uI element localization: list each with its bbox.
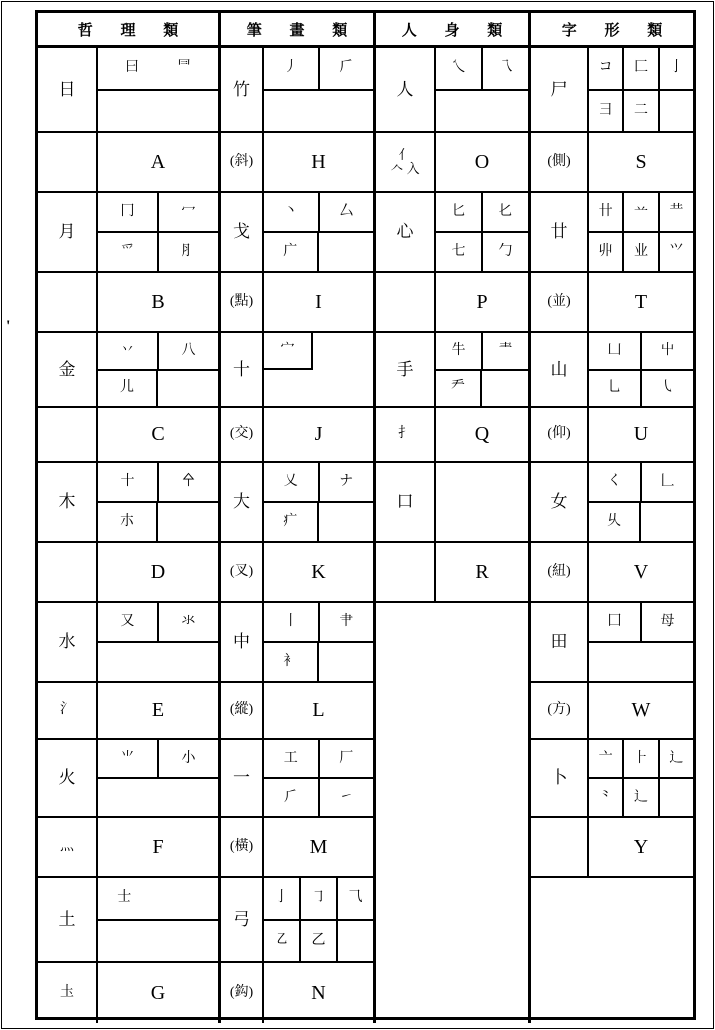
row-F-radical: [38, 740, 218, 818]
radical-A: 日: [38, 48, 98, 131]
radical-B: 月: [38, 193, 98, 271]
aux-glyph: 亅: [264, 878, 301, 919]
aux-glyph: 丨: [264, 603, 320, 641]
aux-glyph: 七: [436, 233, 483, 271]
aux-glyph: ⺜: [177, 60, 191, 76]
aux-glyph: 囗: [589, 603, 642, 641]
radical-O: 人: [376, 48, 436, 131]
row-J-letter: [221, 408, 373, 463]
radical-G: 土: [38, 878, 98, 961]
row-O-letter: [376, 133, 528, 193]
row-C-radical: [38, 333, 218, 408]
row-D-radical: [38, 463, 218, 543]
aux-glyph: 朩: [98, 503, 158, 541]
row-G-radical: [38, 878, 218, 963]
letter-Q: Q: [474, 423, 490, 445]
aux-glyph: ⺊: [624, 740, 659, 777]
row-U-letter: [531, 408, 693, 463]
aux-glyph: 匚: [624, 48, 659, 89]
radical-M: 一: [221, 740, 264, 816]
letter-R: R: [475, 560, 489, 583]
side-O: [376, 133, 436, 191]
aux-glyph: く: [589, 463, 642, 501]
aux-glyph: 丷: [98, 333, 159, 369]
row-G-letter: [38, 963, 218, 1023]
aux-A: [98, 48, 218, 131]
aux-Q: [436, 333, 528, 406]
radical-E: 水: [38, 603, 98, 681]
letter-J: J: [314, 423, 323, 445]
row-N-radical: [221, 878, 373, 963]
letter-I: I: [315, 290, 322, 313]
aux-glyph: 勹: [498, 244, 513, 259]
letter-D: D: [150, 560, 166, 583]
row-R-letter: [376, 543, 528, 603]
aux-glyph: ⺌: [98, 740, 159, 777]
row-K-letter: [221, 543, 373, 603]
side-V: (紐): [531, 543, 589, 601]
chart-body: [38, 48, 693, 1023]
aux-glyph: ㇠: [264, 921, 301, 962]
side-D: [38, 543, 98, 601]
row-D-letter: [38, 543, 218, 603]
aux-glyph: ⺀: [589, 779, 624, 816]
radical-R: 口: [376, 463, 436, 541]
row-L-letter: [221, 683, 373, 740]
row-S-letter: [531, 133, 693, 193]
cangjie-radical-chart: [35, 10, 696, 1020]
aux-glyph: 匕: [436, 193, 483, 231]
aux-O: [436, 48, 528, 131]
aux-glyph: 亻: [398, 147, 412, 163]
aux-glyph: 广: [264, 233, 319, 271]
letter-B: B: [151, 290, 165, 313]
aux-glyph: 母: [660, 614, 675, 629]
row-C-letter: [38, 408, 218, 463]
side-Q: 扌: [376, 408, 436, 461]
aux-K: [264, 463, 373, 541]
row-K-radical: [221, 463, 373, 543]
aux-F: [98, 740, 218, 816]
side-L: (縱): [221, 683, 264, 738]
row-H-letter: [221, 133, 373, 193]
aux-P: [436, 193, 528, 271]
aux-glyph: 䒑: [624, 193, 659, 231]
aux-V: [589, 463, 693, 541]
aux-glyph: 士: [117, 890, 132, 906]
aux-glyph: [338, 921, 373, 962]
row-L-radical: [221, 603, 373, 683]
aux-glyph: 八: [181, 342, 196, 358]
aux-glyph: 宀: [264, 333, 313, 370]
side-A: [38, 133, 98, 191]
aux-glyph: ⼆: [624, 91, 659, 132]
side-K: (叉): [221, 543, 264, 601]
radical-I: 戈: [221, 193, 264, 271]
aux-glyph: 凵: [589, 333, 642, 369]
letter-N: N: [311, 981, 326, 1004]
aux-glyph: 乙: [301, 921, 338, 962]
aux-glyph: 厶: [339, 204, 354, 219]
row-Y-radical: [531, 740, 693, 818]
row-R-radical: [376, 463, 528, 543]
aux-glyph: 十: [98, 463, 159, 501]
letter-W: W: [631, 699, 651, 721]
header-body-class: 人 身 類: [373, 13, 528, 45]
side-M: (橫): [221, 818, 264, 876]
radical-J: 十: [221, 333, 264, 406]
row-U-radical: [531, 333, 693, 408]
aux-glyph: 又: [98, 603, 159, 641]
side-G: 圡: [38, 963, 98, 1023]
aux-glyph: ㇀: [339, 789, 354, 805]
aux-glyph: ナ: [339, 474, 354, 489]
aux-glyph: 乆: [589, 503, 641, 541]
header-row: [38, 13, 693, 48]
aux-glyph: ⺄: [348, 890, 363, 906]
row-A-letter: [38, 133, 218, 193]
radical-L: 中: [221, 603, 264, 681]
side-T: (並): [531, 273, 589, 331]
row-W-letter: [531, 683, 693, 740]
empty-region-body-class: [376, 603, 528, 1023]
aux-glyph: 工: [264, 740, 320, 777]
aux-G: [98, 878, 218, 961]
aux-glyph: コ: [589, 48, 624, 89]
aux-glyph: [660, 779, 693, 816]
header-shape-class: 字 形 類: [528, 13, 693, 45]
row-B-letter: [38, 273, 218, 333]
row-V-radical: [531, 463, 693, 543]
row-I-radical: [221, 193, 373, 273]
row-T-letter: [531, 273, 693, 333]
side-C: [38, 408, 98, 461]
aux-glyph: 衤: [264, 643, 319, 681]
row-H-radical: [221, 48, 373, 133]
side-F: 灬: [38, 818, 98, 876]
aux-glyph: 乚: [589, 371, 642, 407]
radical-T: 廿: [531, 193, 589, 271]
letter-U: U: [633, 423, 649, 445]
scan-artifact-mark: ': [6, 318, 11, 335]
aux-glyph: 卄: [589, 193, 624, 231]
aux-glyph: 爫: [98, 233, 159, 271]
aux-glyph: ㇂: [660, 380, 675, 396]
aux-glyph: 氺: [181, 614, 196, 629]
aux-M: [264, 740, 373, 816]
aux-C: [98, 333, 218, 406]
row-V-letter: [531, 543, 693, 603]
letter-S: S: [635, 150, 647, 173]
aux-glyph: ⺁: [264, 779, 320, 816]
group-philosophy: [38, 48, 218, 1023]
letter-L: L: [312, 699, 325, 721]
row-T-radical: [531, 193, 693, 273]
group-body: [373, 48, 528, 1023]
aux-glyph: 儿: [98, 371, 158, 407]
row-O-radical: [376, 48, 528, 133]
header-stroke-class: 筆 畫 類: [218, 13, 373, 45]
letter-Y: Y: [633, 835, 649, 858]
aux-glyph: 龷: [669, 204, 684, 219]
aux-glyph: 丱: [589, 233, 624, 271]
row-Q-radical: [376, 333, 528, 408]
radical-F: 火: [38, 740, 98, 816]
aux-glyph: 屮: [660, 342, 675, 358]
letter-M: M: [309, 835, 328, 858]
letter-H: H: [311, 150, 326, 173]
aux-glyph: 厂: [339, 750, 354, 766]
empty-region-shape-class: [531, 878, 693, 1023]
aux-W: [589, 603, 693, 681]
radical-V: 女: [531, 463, 589, 541]
side-U: (仰): [531, 408, 589, 461]
aux-T: [589, 193, 693, 271]
side-J: (交): [221, 408, 264, 461]
aux-R: [436, 463, 528, 541]
aux-glyph: 乀: [436, 48, 483, 89]
aux-glyph: 业: [624, 233, 659, 271]
aux-glyph: 牛: [436, 333, 483, 369]
side-I: (點): [221, 273, 264, 331]
radical-C: 金: [38, 333, 98, 406]
radical-P: 心: [376, 193, 436, 271]
row-F-letter: [38, 818, 218, 878]
side-E: 氵: [38, 683, 98, 738]
group-strokes: [218, 48, 373, 1023]
aux-glyph: ⼅: [669, 60, 684, 76]
side-B: [38, 273, 98, 331]
aux-glyph: 曰: [125, 60, 139, 76]
aux-J: [264, 333, 373, 406]
aux-glyph: 辶: [669, 750, 684, 766]
row-P-letter: [376, 273, 528, 333]
aux-S: [589, 48, 693, 131]
aux-glyph: 𠆢 入: [390, 161, 420, 176]
radical-K: 大: [221, 463, 264, 541]
letter-V: V: [633, 560, 649, 583]
aux-glyph: 𠂆: [339, 60, 354, 76]
aux-L: [264, 603, 373, 681]
aux-glyph: 肀: [339, 614, 354, 629]
side-W: (方): [531, 683, 589, 738]
aux-I: [264, 193, 373, 271]
aux-glyph: 㐃: [181, 474, 196, 489]
row-Q-letter: [376, 408, 528, 463]
row-J-radical: [221, 333, 373, 408]
radical-Y: 卜: [531, 740, 589, 816]
aux-glyph: ㇆: [301, 878, 338, 919]
row-B-radical: [38, 193, 218, 273]
aux-glyph: ⺼: [181, 244, 196, 259]
row-I-letter: [221, 273, 373, 333]
radical-S: 尸: [531, 48, 589, 131]
radical-Q: 手: [376, 333, 436, 406]
aux-D: [98, 463, 218, 541]
aux-glyph: ⺕: [589, 91, 624, 132]
letter-E: E: [151, 699, 165, 721]
aux-glyph: 冂: [98, 193, 159, 231]
aux-glyph: 疒: [264, 503, 319, 541]
row-M-letter: [221, 818, 373, 878]
side-P: [376, 273, 436, 331]
radical-D: 木: [38, 463, 98, 541]
side-R: [376, 543, 436, 601]
aux-H: [264, 48, 373, 131]
aux-glyph: 龶: [498, 342, 513, 358]
aux-glyph: 小: [181, 750, 196, 766]
aux-glyph: 亠: [589, 740, 624, 777]
row-E-letter: [38, 683, 218, 740]
aux-glyph: [660, 91, 693, 132]
row-E-radical: [38, 603, 218, 683]
side-S: (側): [531, 133, 589, 191]
row-A-radical: [38, 48, 218, 133]
aux-glyph: 𠤎: [498, 204, 513, 219]
header-philosophy-class: 哲 理 類: [77, 22, 191, 39]
radical-U: 山: [531, 333, 589, 406]
row-N-letter: [221, 963, 373, 1023]
aux-Y: [589, 740, 693, 816]
aux-glyph: ⺍: [669, 244, 684, 259]
group-shapes: [528, 48, 693, 1023]
side-H: (斜): [221, 133, 264, 191]
aux-N: [264, 878, 373, 961]
aux-glyph: 乁: [498, 60, 513, 76]
aux-glyph: 𠃊: [660, 474, 675, 489]
aux-glyph: 丶: [264, 193, 320, 231]
letter-C: C: [151, 423, 165, 445]
radical-H: 竹: [221, 48, 264, 131]
aux-glyph: 冖: [181, 204, 196, 219]
letter-A: A: [150, 150, 166, 173]
row-Y-letter: [531, 818, 693, 878]
row-S-radical: [531, 48, 693, 133]
letter-P: P: [476, 290, 488, 313]
side-Y: [531, 818, 589, 876]
letter-K: K: [311, 560, 326, 583]
row-M-radical: [221, 740, 373, 818]
letter-F: F: [152, 835, 164, 858]
row-W-radical: [531, 603, 693, 683]
letter-O: O: [474, 150, 490, 173]
aux-glyph: 龵: [436, 371, 482, 407]
aux-glyph: 丿: [264, 48, 320, 89]
aux-glyph: 乂: [264, 463, 320, 501]
row-P-radical: [376, 193, 528, 273]
aux-U: [589, 333, 693, 406]
letter-G: G: [150, 981, 166, 1004]
radical-N: 弓: [221, 878, 264, 961]
aux-glyph: ⻌: [624, 779, 659, 816]
letter-T: T: [634, 290, 648, 313]
radical-W: 田: [531, 603, 589, 681]
aux-E: [98, 603, 218, 681]
aux-B: [98, 193, 218, 271]
side-N: (鈎): [221, 963, 264, 1023]
